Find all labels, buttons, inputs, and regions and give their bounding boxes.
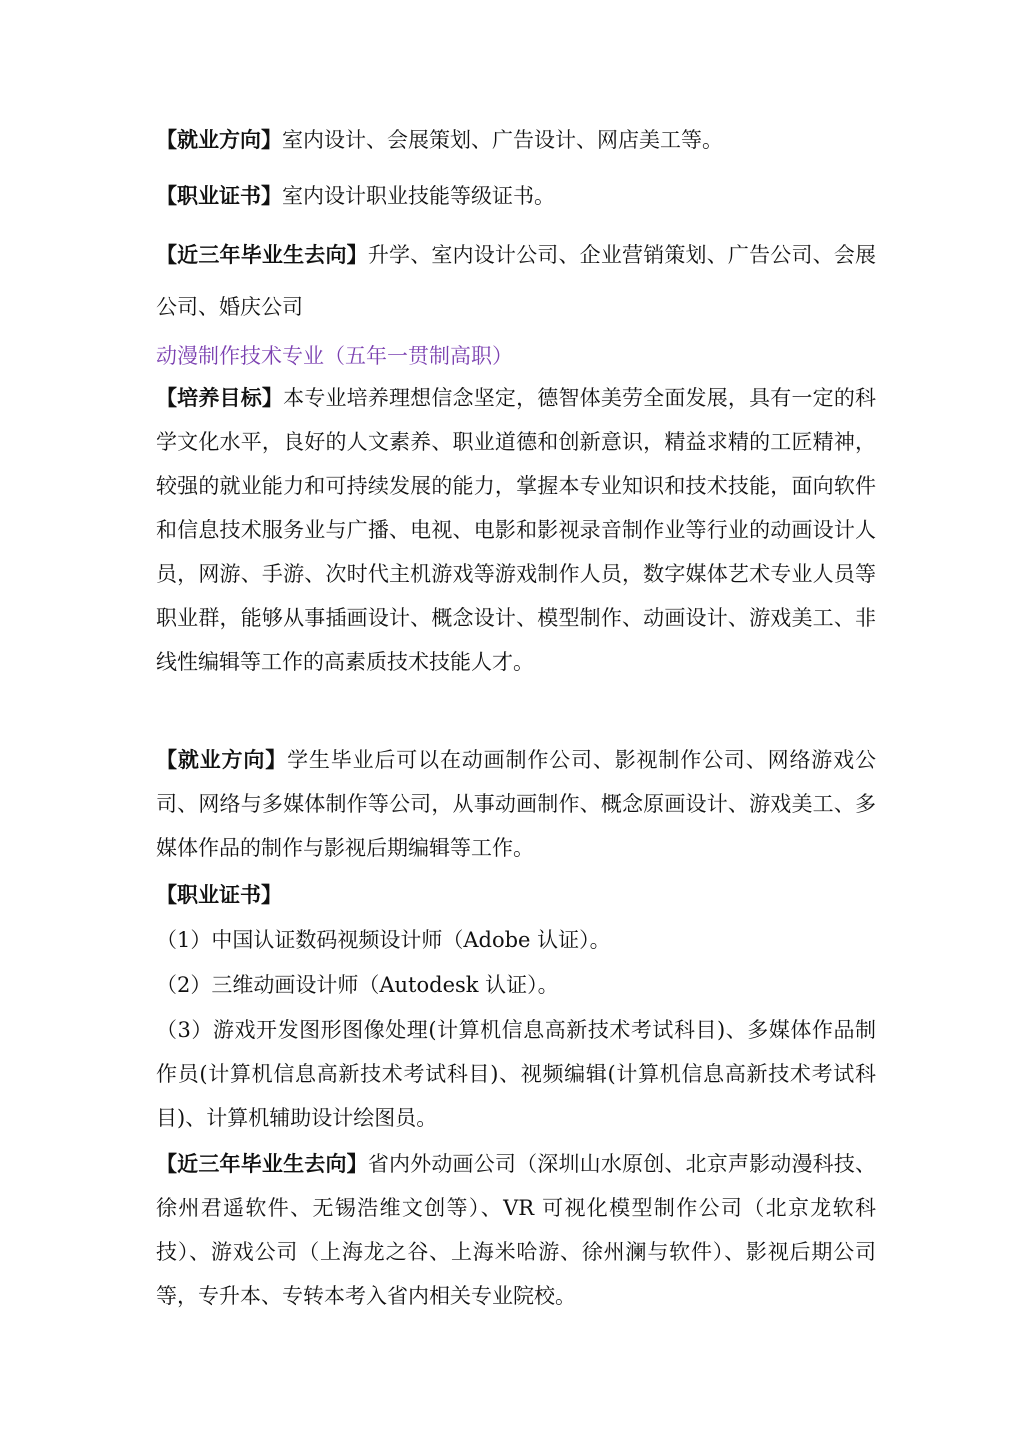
certificate-label-2: 【职业证书】 [156, 883, 282, 907]
certificate-item-3: （3）游戏开发图形图像处理(计算机信息高新技术考试科目)、多媒体作品制作员(计算机信息高新技术考试科目)、视频编辑(计算机信息高新技术考试科目)、计算机辅助设计绘图员。 [156, 1018, 876, 1130]
certificate-text: 室内设计职业技能等级证书。 [282, 184, 555, 208]
graduates-text: 升学、室内设计公司、企业营销策划、广告公司、会展公司、婚庆公司 [156, 243, 877, 319]
major-title: 动漫制作技术专业（五年一贯制高职） [156, 344, 513, 368]
graduates-paragraph-1 [156, 229, 876, 333]
graduates-text-2: 省内外动画公司（深圳山水原创、北京声影动漫科技、徐州君遥软件、无锡浩维文创等）、VR 可视化模型制作公司（北京龙软科技）、游戏公司（上海龙之谷、上海米哈游、徐州澜与软件）、影视后期公司等，专升本、专转本考入省内相关专业院校。 [156, 1152, 877, 1308]
employment-direction-text: 室内设计、会展策划、广告设计、网店美工等。 [282, 128, 723, 152]
graduates-label: 【近三年毕业生去向】 [156, 243, 368, 267]
training-goal-paragraph [156, 376, 876, 684]
employment-direction-label-2: 【就业方向】 [156, 748, 288, 772]
graduates-label-2: 【近三年毕业生去向】 [156, 1152, 368, 1176]
certificate-label: 【职业证书】 [156, 184, 282, 208]
certificate-item-1: （1）中国认证数码视频设计师（Adobe 认证）。 [156, 928, 611, 952]
certificate-item-2: （2）三维动画设计师（Autodesk 认证）。 [156, 973, 559, 997]
training-goal-label: 【培养目标】 [156, 386, 284, 410]
certificate-heading-2 [156, 873, 876, 917]
graduates-paragraph-2 [156, 1142, 876, 1318]
training-goal-text: 本专业培养理想信念坚定，德智体美劳全面发展，具有一定的科学文化水平，良好的人文素养、职业道德和创新意识，精益求精的工匠精神，较强的就业能力和可持续发展的能力，掌握本专业知识和技术技能，面向软件和信息技术服务业与广播、电视、电影和影视录音制作业等行业的动画设计人员，网游、手游、次时代主机游戏等游戏制作人员，数字媒体艺术专业人员等职业群，能够从事插画设计、概念设计、模型制作、动画设计、游戏美工、非线性编辑等工作的高素质技术技能人才。 [156, 386, 877, 674]
employment-direction-paragraph-1 [156, 118, 876, 162]
employment-direction-paragraph-2 [156, 738, 876, 870]
employment-direction-label: 【就业方向】 [156, 128, 282, 152]
certificate-paragraph-1 [156, 174, 876, 218]
employment-direction-text-2: 学生毕业后可以在动画制作公司、影视制作公司、网络游戏公司、网络与多媒体制作等公司，从事动画制作、概念原画设计、游戏美工、多媒体作品的制作与影视后期编辑等工作。 [156, 748, 876, 860]
